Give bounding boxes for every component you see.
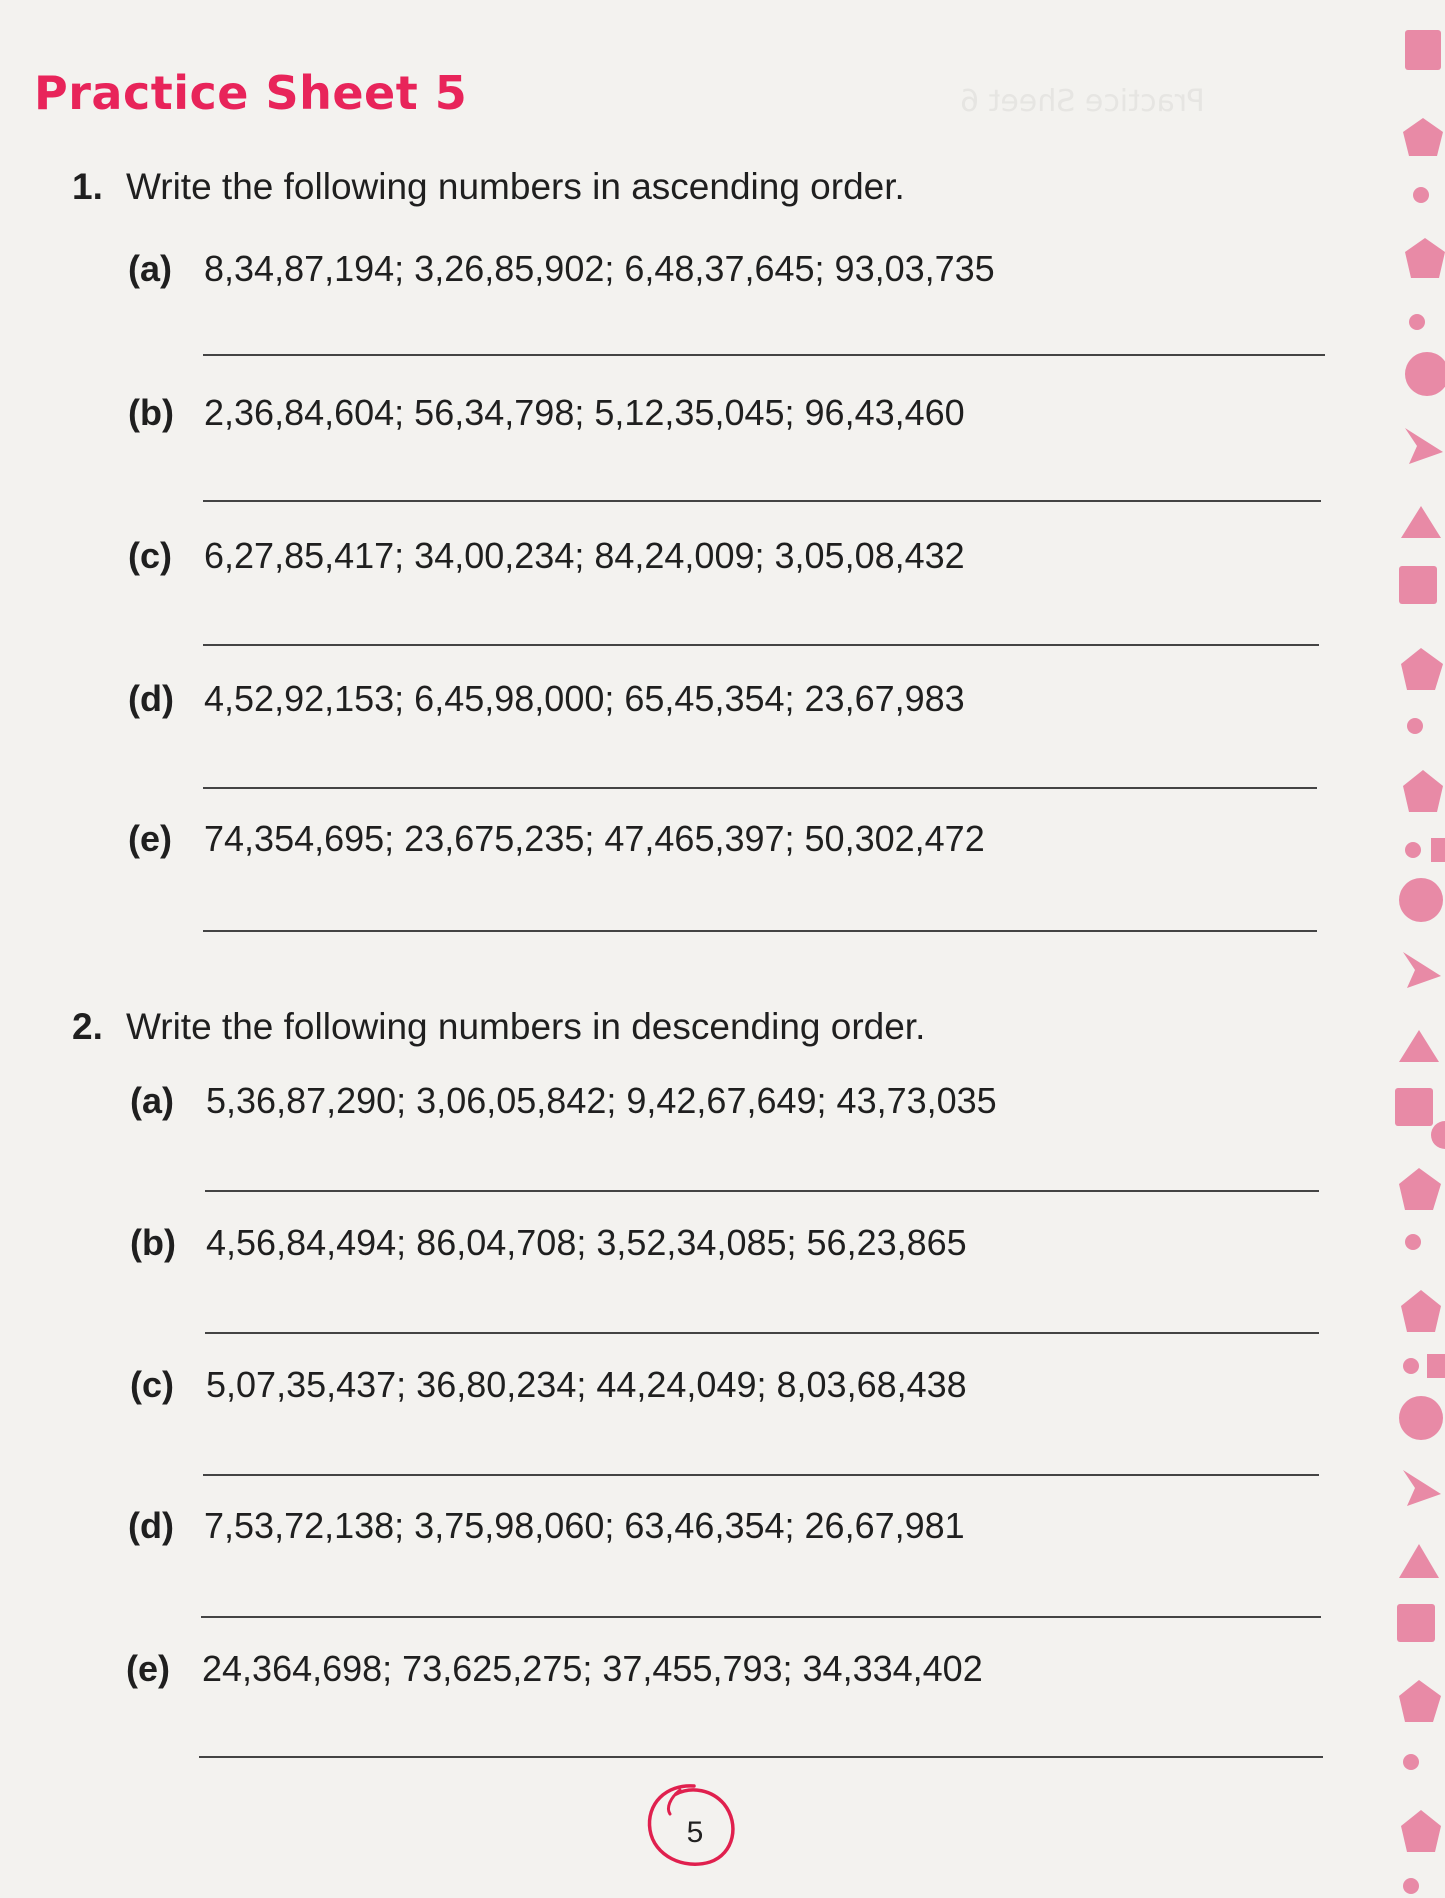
q1-answer-line-b[interactable] (203, 500, 1321, 502)
item-label: (a) (128, 248, 172, 289)
q2-item-e (126, 1648, 983, 1690)
circle-icon (1399, 878, 1443, 922)
q1-answer-line-d[interactable] (203, 787, 1317, 789)
dot-icon (1403, 1358, 1419, 1374)
circle-icon (1399, 1396, 1443, 1440)
item-numbers: 24,364,698; 73,625,275; 37,455,793; 34,334,402 (202, 1648, 983, 1689)
decorative-shapes-border (1365, 0, 1445, 1898)
square-icon (1427, 1354, 1445, 1378)
pentagon-icon (1399, 1680, 1441, 1722)
page-title: Practice Sheet 5 (34, 66, 468, 120)
q1-answer-line-e[interactable] (203, 930, 1317, 932)
q2-item-c (130, 1364, 967, 1406)
item-label: (a) (130, 1080, 174, 1121)
triangle-icon (1399, 1544, 1439, 1578)
dot-icon (1409, 314, 1425, 330)
item-numbers: 2,36,84,604; 56,34,798; 5,12,35,045; 96,43,460 (204, 392, 965, 433)
item-numbers: 5,36,87,290; 3,06,05,842; 9,42,67,649; 43,73,035 (206, 1080, 997, 1121)
q2-answer-line-c[interactable] (203, 1474, 1319, 1476)
dot-icon (1405, 1234, 1421, 1250)
square-icon (1399, 566, 1437, 604)
circle-icon (1431, 1121, 1445, 1149)
dot-icon (1403, 1754, 1419, 1770)
question-1 (72, 166, 905, 208)
dot-icon (1413, 187, 1429, 203)
square-icon (1405, 30, 1441, 70)
q2-item-d (128, 1505, 965, 1547)
pentagon-icon (1403, 770, 1443, 812)
pentagon-icon (1401, 1290, 1441, 1332)
arrowhead-icon (1403, 1470, 1441, 1506)
pentagon-icon (1403, 118, 1443, 156)
triangle-icon (1399, 1030, 1439, 1062)
item-numbers: 6,27,85,417; 34,00,234; 84,24,009; 3,05,08,432 (204, 535, 965, 576)
bleed-through-text: Practice Sheet 6 (960, 84, 1205, 119)
question-number: 2. (72, 1006, 103, 1047)
question-text: Write the following numbers in ascending order. (126, 166, 905, 207)
q1-answer-line-c[interactable] (203, 644, 1319, 646)
item-numbers: 5,07,35,437; 36,80,234; 44,24,049; 8,03,68,438 (206, 1364, 967, 1405)
item-label: (e) (128, 818, 172, 859)
q1-item-a (128, 248, 995, 290)
triangle-icon (1401, 506, 1441, 538)
q1-answer-line-a[interactable] (203, 354, 1325, 356)
item-label: (b) (130, 1222, 176, 1263)
item-numbers: 74,354,695; 23,675,235; 47,465,397; 50,302,472 (204, 818, 985, 859)
page-number: 5 (686, 1816, 704, 1849)
q2-answer-line-b[interactable] (205, 1332, 1319, 1334)
arrowhead-icon (1403, 952, 1441, 988)
circle-icon (1405, 352, 1445, 396)
question-number: 1. (72, 166, 103, 207)
q1-item-e (128, 818, 985, 860)
pentagon-icon (1399, 1168, 1441, 1210)
item-label: (b) (128, 392, 174, 433)
question-2 (72, 1006, 925, 1048)
square-icon (1395, 1088, 1433, 1126)
pentagon-icon (1401, 648, 1443, 690)
item-label: (d) (128, 678, 174, 719)
square-icon (1431, 838, 1445, 862)
q2-item-a (130, 1080, 997, 1122)
square-icon (1397, 1604, 1435, 1642)
arrowhead-icon (1405, 428, 1443, 464)
item-numbers: 8,34,87,194; 3,26,85,902; 6,48,37,645; 93,03,735 (204, 248, 995, 289)
pentagon-icon (1401, 1810, 1441, 1852)
item-numbers: 4,52,92,153; 6,45,98,000; 65,45,354; 23,67,983 (204, 678, 965, 719)
item-label: (c) (128, 535, 172, 576)
q1-item-c (128, 535, 965, 577)
q2-answer-line-e[interactable] (199, 1756, 1323, 1758)
item-numbers: 7,53,72,138; 3,75,98,060; 63,46,354; 26,67,981 (204, 1505, 965, 1546)
question-text: Write the following numbers in descending order. (126, 1006, 926, 1047)
item-label: (c) (130, 1364, 174, 1405)
dot-icon (1405, 842, 1421, 858)
pentagon-icon (1405, 238, 1445, 278)
q2-item-b (130, 1222, 967, 1264)
q2-answer-line-d[interactable] (201, 1616, 1321, 1618)
item-label: (d) (128, 1505, 174, 1546)
q2-answer-line-a[interactable] (205, 1190, 1319, 1192)
q1-item-b (128, 392, 965, 434)
q1-item-d (128, 678, 965, 720)
item-label: (e) (126, 1648, 170, 1689)
dot-icon (1407, 718, 1423, 734)
dot-icon (1403, 1878, 1419, 1894)
item-numbers: 4,56,84,494; 86,04,708; 3,52,34,085; 56,23,865 (206, 1222, 967, 1263)
